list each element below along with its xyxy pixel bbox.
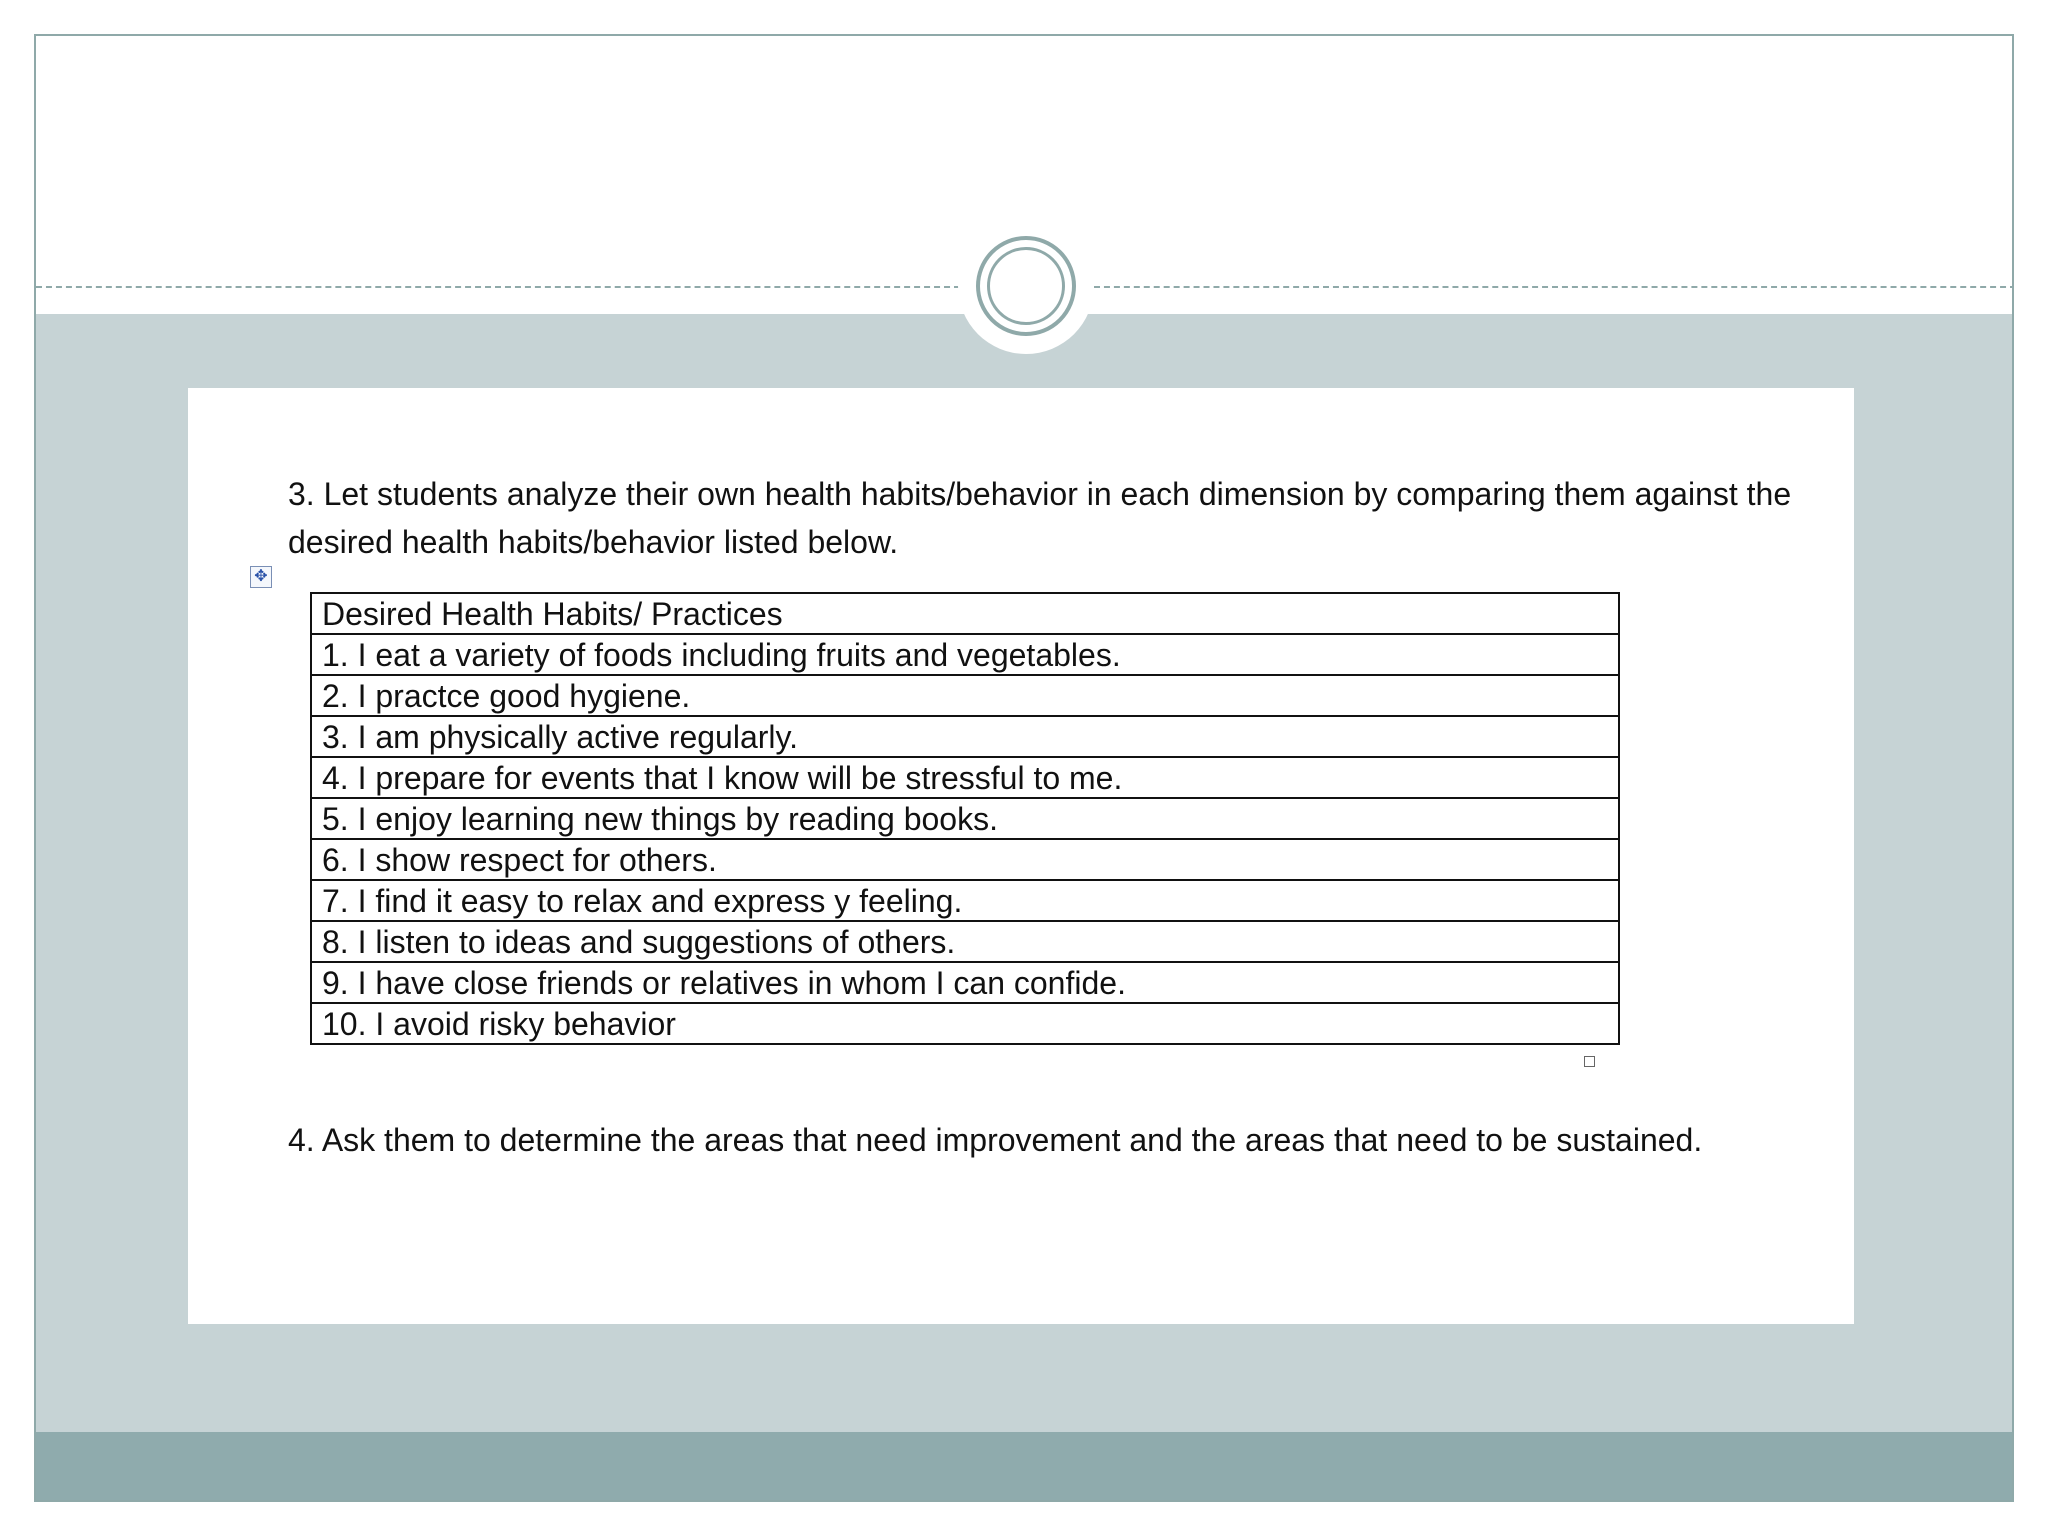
- double-circle-inner-ring: [987, 247, 1065, 325]
- table-cell[interactable]: 7. I find it easy to relax and express y feeling.: [311, 880, 1619, 921]
- instruction-3-text: 3. Let students analyze their own health habits/behavior in each dimension by comparing them against the desired health habits/behavior listed below.: [288, 476, 1792, 560]
- table-cell[interactable]: 9. I have close friends or relatives in whom I can confide.: [311, 962, 1619, 1003]
- table-cell[interactable]: 3. I am physically active regularly.: [311, 716, 1619, 757]
- table-row: [311, 839, 1619, 880]
- table-cell[interactable]: 6. I show respect for others.: [311, 839, 1619, 880]
- table-row: [311, 757, 1619, 798]
- table-row: [311, 962, 1619, 1003]
- table-cell[interactable]: 4. I prepare for events that I know will be stressful to me.: [311, 757, 1619, 798]
- table-row: [311, 675, 1619, 716]
- slide: [34, 34, 2014, 1502]
- table-header-cell[interactable]: Desired Health Habits/ Practices: [311, 593, 1619, 634]
- dashed-divider-left: [36, 286, 960, 288]
- table-row: [311, 634, 1619, 675]
- table-row: [311, 716, 1619, 757]
- table-row: [311, 921, 1619, 962]
- table-cell[interactable]: 10. I avoid risky behavior: [311, 1003, 1619, 1044]
- instruction-4-text: 4. Ask them to determine the areas that need improvement and the areas that need to be sustained.: [288, 1122, 1703, 1158]
- content-placeholder[interactable]: [188, 388, 1854, 1324]
- dashed-divider-right: [1094, 286, 2014, 288]
- table-header-row: [311, 593, 1619, 634]
- table-row: [311, 798, 1619, 839]
- table-row: [311, 880, 1619, 921]
- table-cell[interactable]: 1. I eat a variety of foods including fruits and vegetables.: [311, 634, 1619, 675]
- table-cell[interactable]: 5. I enjoy learning new things by reading books.: [311, 798, 1619, 839]
- table-cell[interactable]: 8. I listen to ideas and suggestions of others.: [311, 921, 1619, 962]
- table-cell[interactable]: 2. I practce good hygiene.: [311, 675, 1619, 716]
- footer-band: [36, 1432, 2012, 1502]
- habits-table[interactable]: [310, 592, 1620, 1045]
- table-resize-handle[interactable]: [1584, 1056, 1595, 1067]
- move-arrows-icon[interactable]: ✥: [250, 566, 272, 588]
- table-row: [311, 1003, 1619, 1044]
